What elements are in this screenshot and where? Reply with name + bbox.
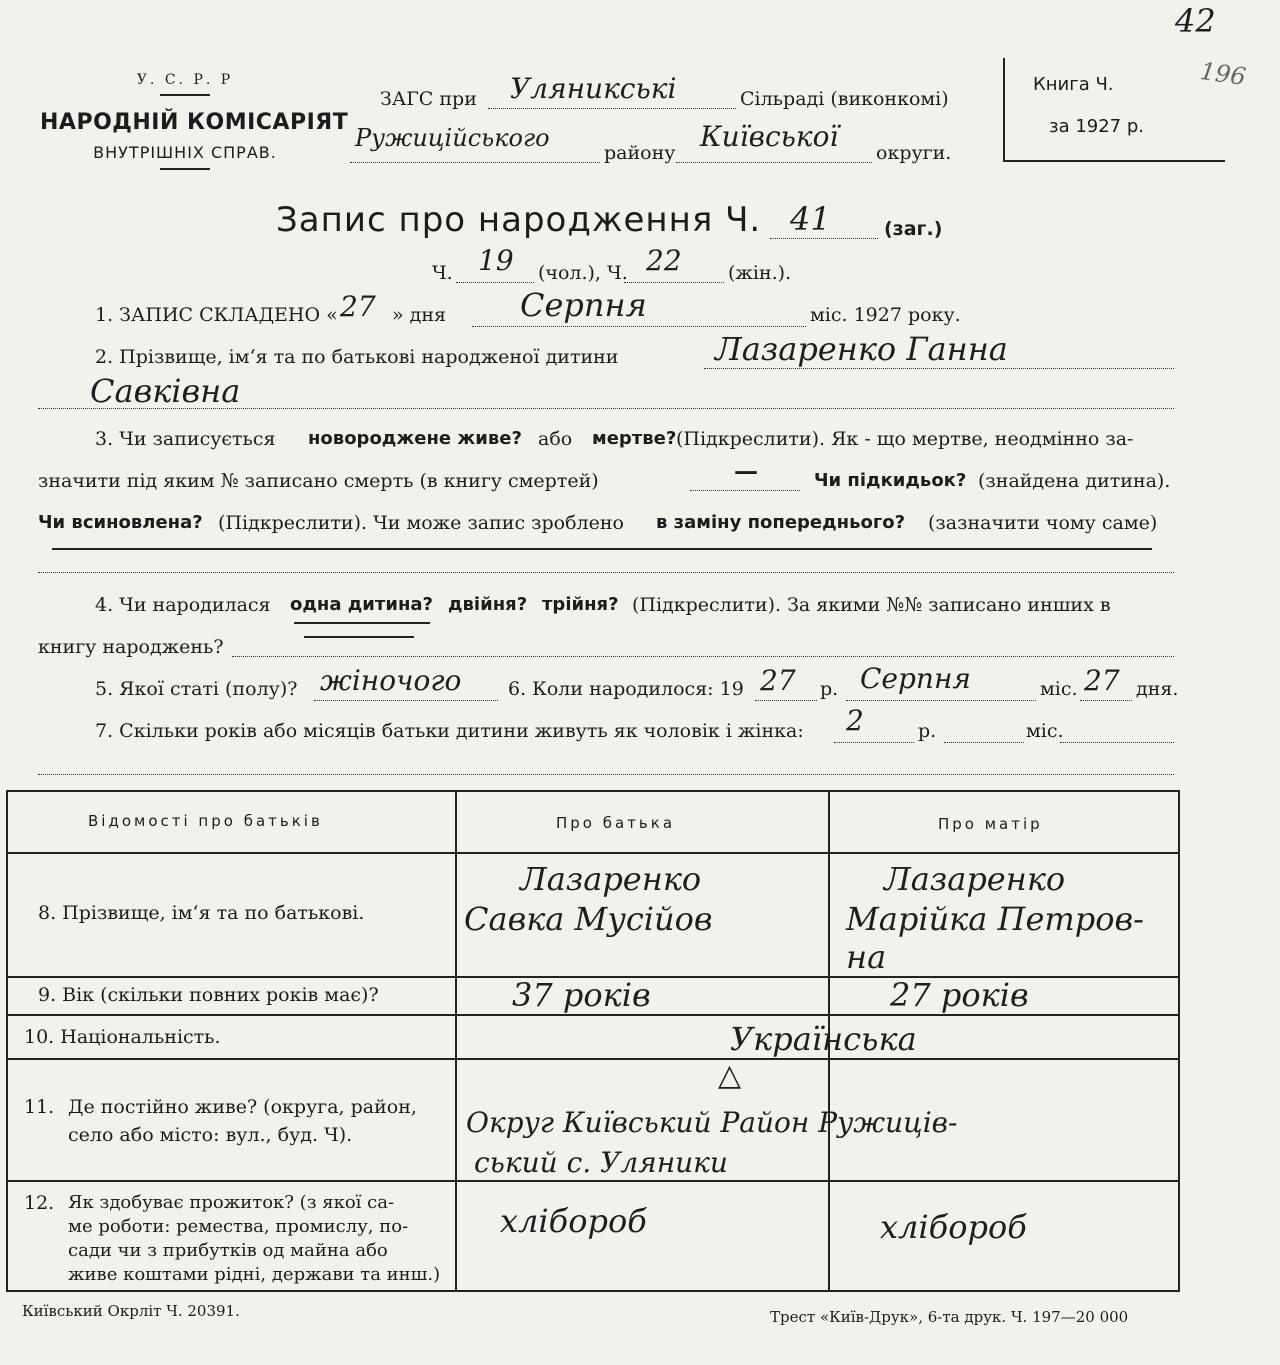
item4-twins: двійня?: [448, 594, 528, 615]
row12-number: 12.: [24, 1192, 55, 1214]
table-col-rule: [455, 790, 457, 1290]
fill-line: [38, 572, 1174, 573]
row11-label-1: Де постійно живе? (округа, район,: [68, 1096, 417, 1118]
item3-or: або: [538, 428, 573, 450]
item3-line2-a: значити під яким № записано смерть (в книгу смертей): [38, 470, 599, 492]
handwritten-strike-line: [52, 548, 1152, 550]
item1-day-suffix: » дня: [392, 304, 447, 326]
father-surname: Лазаренко: [520, 860, 702, 898]
item3-adopted: Чи всиновлена?: [38, 512, 203, 533]
fill-line: [1080, 700, 1132, 701]
raion-value: Ружиційського: [355, 124, 550, 152]
fill-line: [755, 700, 817, 701]
fill-line: [456, 282, 534, 283]
fill-line: [704, 368, 1174, 369]
item3-line3-b: (Підкреслити). Чи може запис зроблено: [218, 512, 624, 534]
row11-label-2: село або місто: вул., буд. Ч).: [68, 1124, 353, 1146]
item7-mis: міс.: [1026, 720, 1064, 742]
item4-triplets: трійня?: [542, 594, 619, 615]
col-header-mother: Про матір: [938, 815, 1043, 833]
item3-foundling: Чи підкидьок?: [814, 470, 967, 491]
fill-line: [350, 162, 600, 163]
table-border-bottom: [6, 1290, 1180, 1292]
fill-line: [1060, 742, 1174, 743]
item6-mis: міс.: [1040, 678, 1078, 700]
mother-occupation: хлібороб: [880, 1208, 1027, 1246]
fill-line: [690, 490, 800, 491]
item3-line3-d: (зазначити чому саме): [928, 512, 1158, 534]
table-row-rule: [6, 1058, 1180, 1060]
fill-line: [38, 774, 1174, 775]
row12-label-3: сади чи з прибутків од майна або: [68, 1240, 388, 1261]
raion-label: району: [604, 142, 676, 164]
item7-r: р.: [918, 720, 937, 742]
commissariat-title: НАРОДНІЙ КОМІСАРІЯТ: [40, 110, 349, 135]
row12-label-4: живе коштами рідні, держави та инш.): [68, 1264, 441, 1285]
item4-line1-a: 4. Чи народилася: [95, 594, 271, 616]
book-label: Книга Ч.: [1033, 74, 1114, 95]
nationality: Українська: [730, 1020, 917, 1058]
father-age: 37 років: [512, 976, 651, 1014]
commissariat-subtitle: ВНУТРІШНІХ СПРАВ.: [93, 143, 277, 162]
row12-label-1: Як здобуває прожиток? (з якої са-: [68, 1192, 395, 1213]
divider: [160, 168, 210, 170]
female-no-label: (чол.), Ч.: [538, 262, 628, 284]
female-number: 22: [646, 244, 682, 277]
row9-label: 9. Вік (скільки повних років має)?: [38, 984, 379, 1006]
fill-line: [846, 700, 1036, 701]
mother-surname: Лазаренко: [884, 860, 1066, 898]
birth-day: 27: [1084, 664, 1120, 697]
record-number-suffix: (заг.): [884, 218, 943, 240]
residence-line2: ський с. Уляники: [474, 1146, 728, 1179]
fill-line: [314, 700, 498, 701]
zags-prefix: ЗАГС при: [380, 88, 477, 110]
item1-month: Серпня: [520, 286, 647, 324]
father-occupation: хлібороб: [500, 1202, 647, 1240]
table-border-right: [1178, 790, 1180, 1290]
table-row-rule: [6, 1180, 1180, 1182]
ditto-mark-icon: △: [718, 1058, 742, 1093]
record-number: 41: [790, 200, 831, 238]
residence-line1: Округ Київський Район Ружиців-: [466, 1106, 958, 1139]
item5-label: 5. Якої статі (полу)?: [95, 678, 298, 700]
mother-name-cont: на: [846, 938, 887, 976]
item3-line2-c: (знайдена дитина).: [978, 470, 1171, 492]
record-title: Запис про народження Ч.: [276, 200, 762, 240]
footer-right: Трест «Київ-Друк», 6-та друк. Ч. 197—20 000: [770, 1308, 1129, 1326]
page-number: 196: [1198, 56, 1248, 92]
book-year: за 1927 р.: [1049, 116, 1145, 137]
male-no-label: Ч.: [432, 262, 453, 284]
table-border-top: [6, 790, 1180, 792]
row8-label: 8. Прізвище, ім‘я та по батькові.: [38, 902, 365, 924]
row11-number: 11.: [24, 1096, 55, 1118]
footer-left: Київський Окрліт Ч. 20391.: [22, 1302, 240, 1320]
item4-single: одна дитина?: [290, 594, 433, 615]
female-suffix: (жін.).: [728, 262, 792, 284]
table-border-left: [6, 790, 8, 1290]
item3-line1-a: 3. Чи записується: [95, 428, 276, 450]
row12-label-2: ме роботи: ремества, промислу, по-: [68, 1216, 409, 1237]
fill-line: [232, 656, 1174, 657]
item3-dead: мертве?: [592, 428, 677, 449]
fill-line: [472, 326, 806, 327]
fill-line: [834, 742, 914, 743]
item3-replacement: в заміну попереднього?: [656, 512, 906, 533]
book-box: [1003, 58, 1225, 162]
divider: [160, 94, 210, 96]
fill-line: [944, 742, 1024, 743]
issuer-block: [40, 72, 349, 176]
child-sex: жіночого: [320, 664, 462, 697]
zags-village-value: Уляникські: [510, 72, 677, 105]
item4-line2: книгу народжень?: [38, 636, 224, 658]
fill-line: [770, 238, 878, 239]
usrr-label: У. С. Р. Р: [136, 72, 234, 88]
fill-line: [488, 108, 736, 109]
item3-dash: —: [734, 456, 758, 485]
zags-suffix: Сільраді (виконкомі): [740, 88, 949, 110]
underline-mark: [294, 622, 430, 624]
birth-year: 27: [760, 664, 796, 697]
father-name: Савка Мусійов: [464, 900, 713, 938]
item3-line1-e: (Підкреслити). Як - що мертве, неодмінно за-: [676, 428, 1134, 450]
okruha-label: округи.: [876, 142, 952, 164]
item4-line1-e: (Підкреслити). За якими №№ записано инших в: [632, 594, 1111, 616]
child-patronymic: Савківна: [90, 372, 241, 410]
item6-label: 6. Коли народилося: 19: [508, 678, 744, 700]
col-header-info: Відомості про батьків: [88, 812, 323, 830]
item1-label: 1. ЗАПИС СКЛАДЕНО «: [95, 304, 338, 326]
row10-label: 10. Національність.: [24, 1026, 221, 1048]
item3-alive: новороджене живе?: [308, 428, 522, 449]
okruha-value: Київської: [700, 120, 839, 153]
col-header-father: Про батька: [556, 814, 676, 832]
item7-label: 7. Скільки років або місяців батьки дитини живуть як чоловік і жінка:: [95, 720, 804, 742]
table-row-rule: [6, 1014, 1180, 1016]
sheet-number: 42: [1175, 2, 1216, 40]
item6-dnia: дня.: [1136, 678, 1179, 700]
item1-day: 27: [340, 290, 376, 323]
underline-mark: [304, 636, 414, 638]
fill-line: [624, 282, 724, 283]
mother-age: 27 років: [890, 976, 1029, 1014]
male-number: 19: [478, 244, 514, 277]
marriage-years: 2: [846, 704, 864, 737]
item6-r: р.: [820, 678, 839, 700]
fill-line: [676, 162, 872, 163]
child-name: Лазаренко Ганна: [715, 330, 1008, 368]
mother-name: Марійка Петров-: [846, 900, 1144, 938]
item2-label: 2. Прізвище, ім‘я та по батькові народженої дитини: [95, 346, 619, 368]
fill-line: [38, 408, 1174, 409]
item1-year: міс. 1927 року.: [810, 304, 961, 326]
birth-month: Серпня: [860, 662, 971, 695]
table-header-rule: [6, 852, 1180, 854]
